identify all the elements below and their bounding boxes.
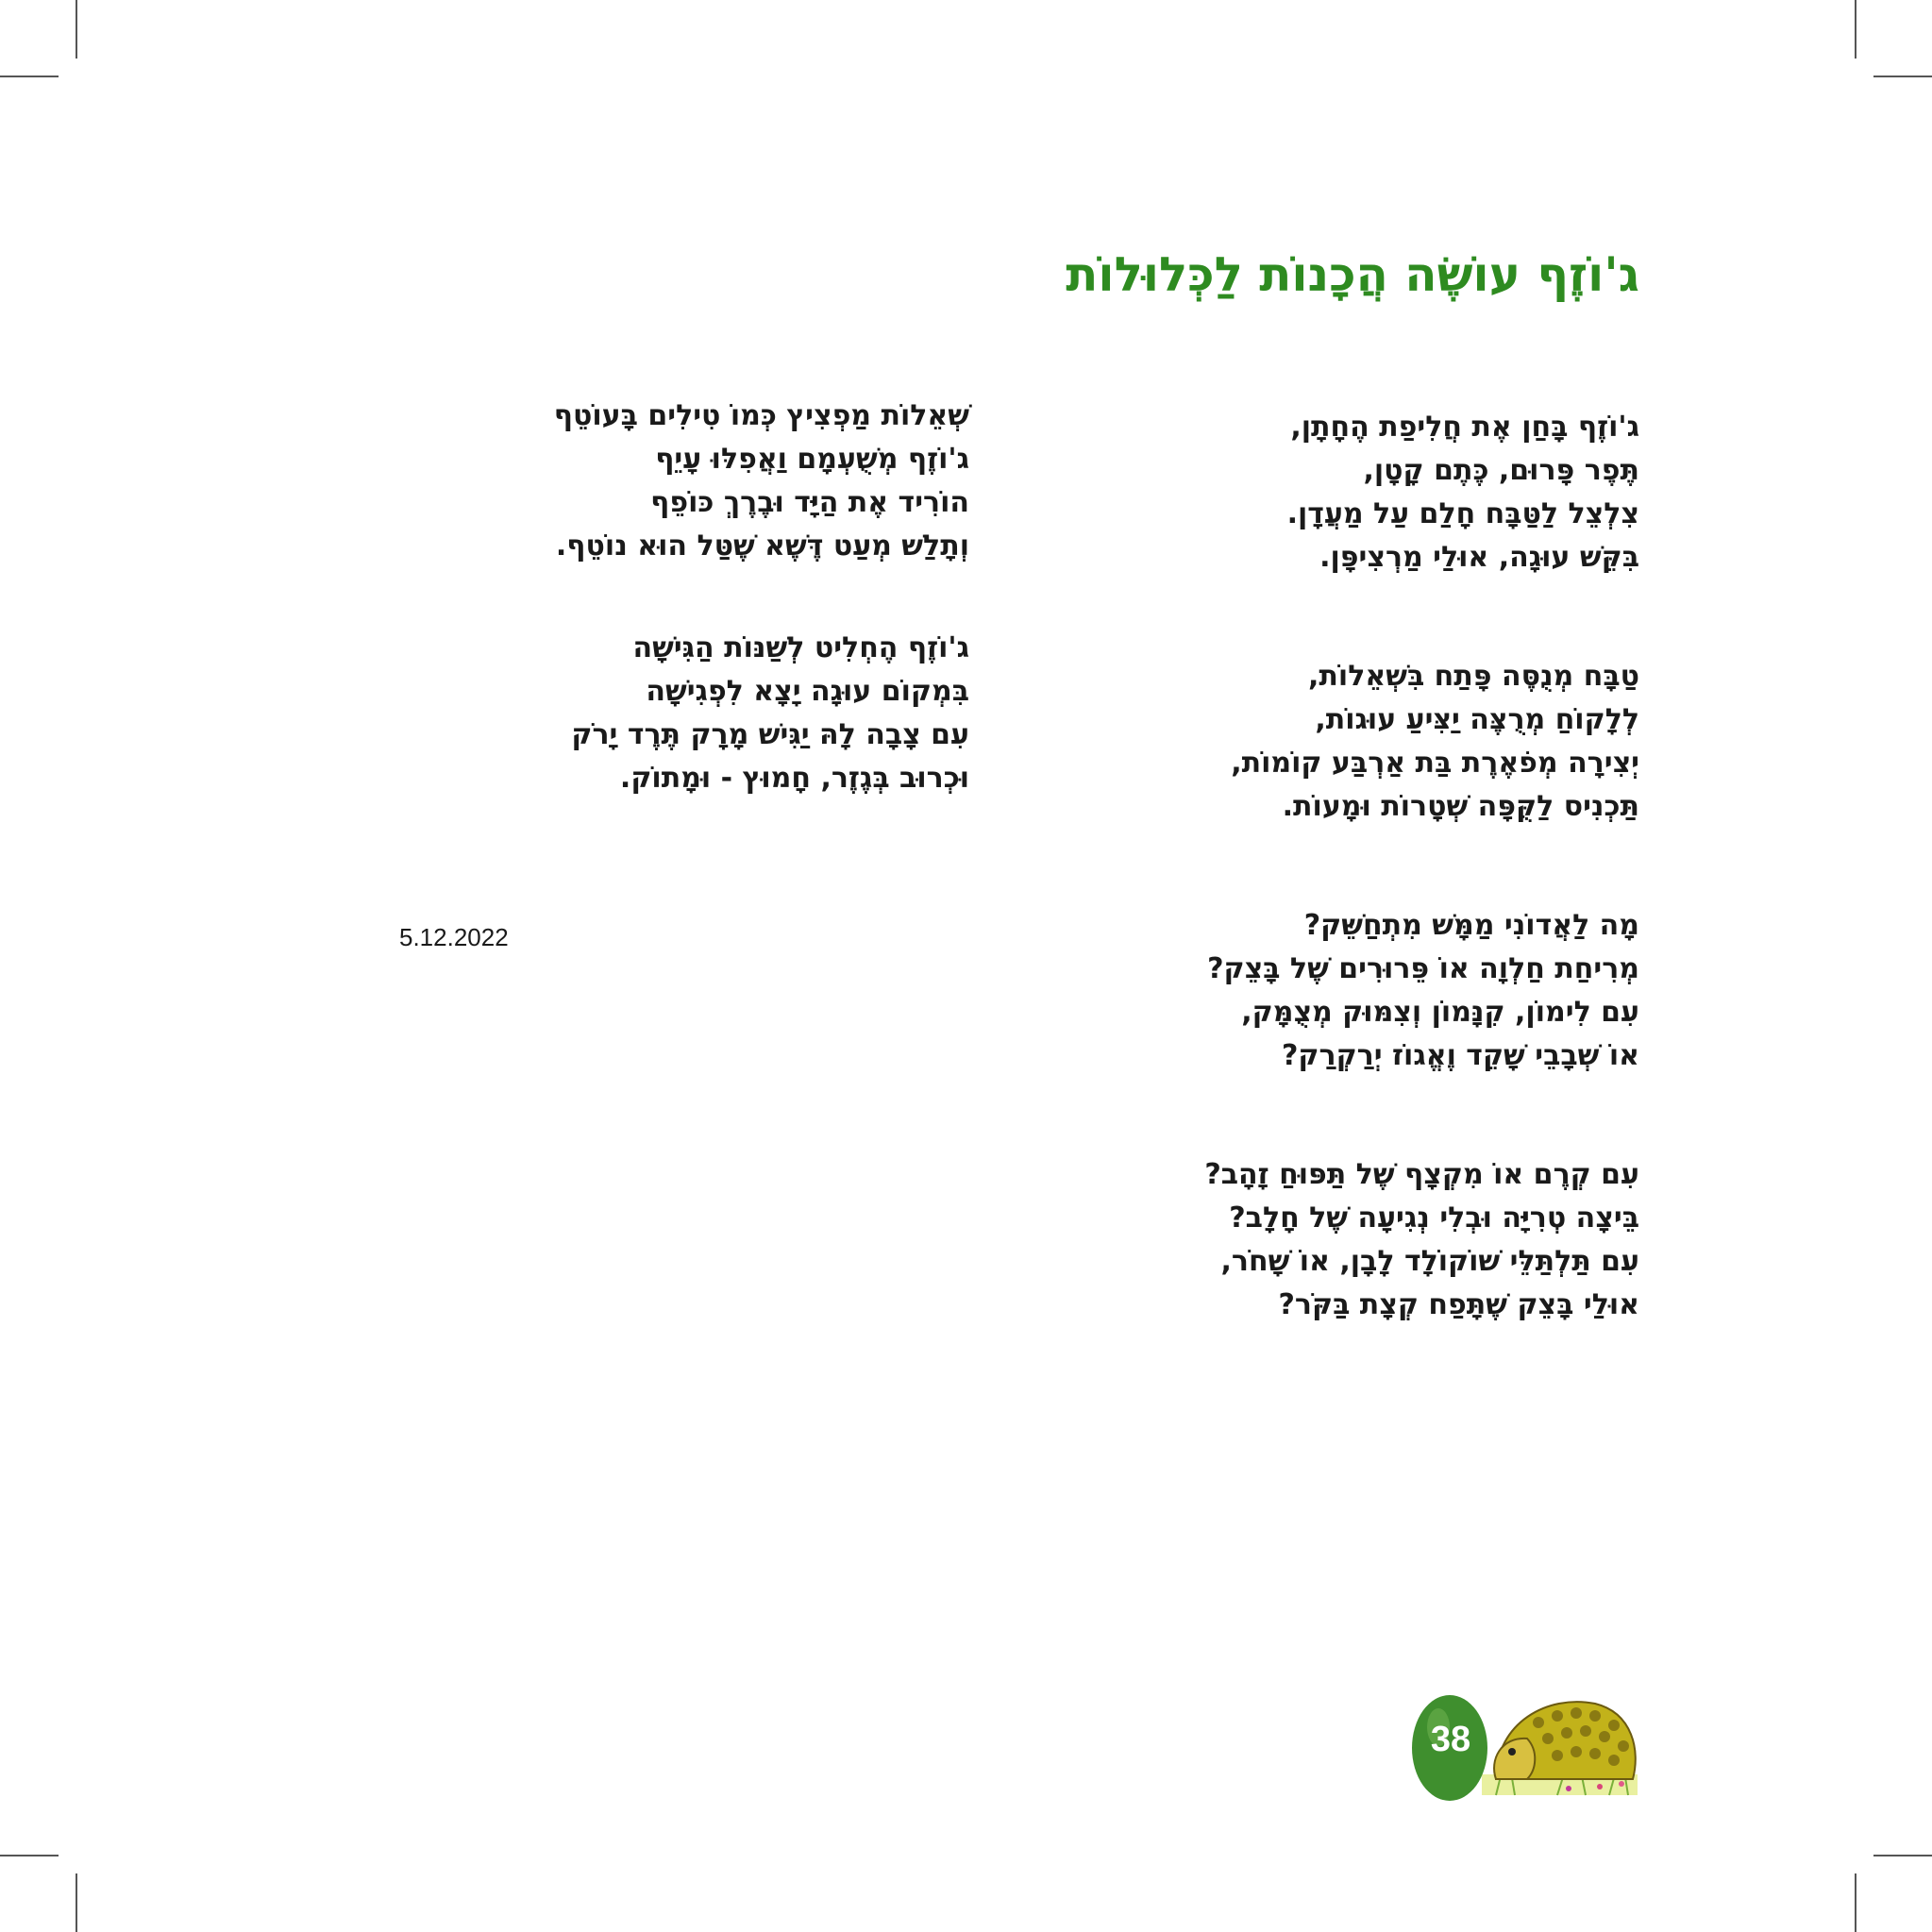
poem-line: צִלְצֵל לַטַּבָּח חָלַם עַל מַעֲדָן. [1286, 497, 1639, 530]
poem-line: לְלָקוֹחַ מְרֻצֶּה יַצִּיעַ עוּגוֹת, [1315, 703, 1639, 736]
crop-mark-top-left-h [0, 76, 59, 77]
poem-line: מָה לַאֲדוֹנִי מַמָּשׁ מִתְחַשֵּׁק? [1303, 909, 1639, 942]
crop-mark-bottom-right [1855, 1873, 1856, 1932]
stanza-6 [441, 627, 969, 800]
poem-line: הוֹרִיד אֶת הַיָּד וּבֶרֶךְ כּוֹפֵף [650, 486, 969, 519]
crop-mark-bottom-right-h [1873, 1855, 1932, 1856]
poem-line: בִּמְקוֹם עוּגָה יָצָא לִפְגִישָׁה [646, 675, 969, 708]
crop-mark-top-right-h [1873, 76, 1932, 77]
poem-column-right [1035, 406, 1639, 1403]
poem-line: יְצִירָה מְפֹאֶרֶת בַּת אַרְבַּע קוֹמוֹת, [1231, 747, 1639, 780]
poem-line: מְרִיחַת חַלְוָה אוֹ פֵּרוּרִים שֶׁל בָּצֵק? [1207, 952, 1639, 985]
poem-line: ג'וֹזֶף הֶחְלִיט לְשַׁנּוֹת הַגִּישָׁה [632, 631, 969, 664]
crop-mark-bottom-left-h [0, 1855, 59, 1856]
stanza-5 [441, 395, 969, 568]
poem-line: עִם תַּלְתַּלֵּי שׁוֹקוֹלָד לָבָן, אוֹ שָׁחֹר, [1220, 1245, 1639, 1278]
poem-line: אוּלַי בָּצֵק שֶׁתָּפַח קְצָת בַּקֹּר? [1278, 1288, 1639, 1321]
stanza-4 [1035, 1153, 1639, 1327]
poem-line: וְתָלַשׁ מְעַט דֶּשֶׁא שֶׁטַּל הוּא נוֹטֵף. [555, 529, 969, 563]
poem-line: ג'וֹזֶף בָּחַן אֶת חֲלִיפַת הֶחָתָן, [1290, 411, 1639, 444]
stanza-1 [1035, 406, 1639, 580]
poem-line: אוֹ שְׁבָבֵי שָׁקֵד וֶאֱגוֹז יְרַקְרַק? [1282, 1039, 1639, 1072]
poem-line: עִם צָבָה לָהּ יַגִּישׁ מָרָק תֶּרֶד יָרֹק [571, 718, 969, 751]
poem-line: וּכְרוּב בְּגֶזֶר, חָמוּץ - וּמָתוֹק. [619, 762, 969, 795]
poem-line: עִם קְרֶם אוֹ מִקְצָף שֶׁל תַּפּוּחַ זָהָב? [1204, 1158, 1639, 1191]
poem-line: תֶּפֶר פָּרוּם, כֶּתֶם קָטָן, [1363, 454, 1639, 487]
poem-line: ג'וֹזֶף מְשֻׁעְמָם וַאֲפִלּוּ עָיֵף [655, 443, 969, 476]
crop-mark-bottom-left [76, 1873, 77, 1932]
page-number: 38 [1430, 1720, 1471, 1759]
hedgehog-eye [1508, 1748, 1516, 1756]
poem-line: בִּקֵּשׁ עוּגָה, אוּלַי מַרְצִיפָּן. [1319, 541, 1639, 574]
poem-column-left [441, 395, 969, 876]
crop-mark-top-right [1855, 0, 1856, 59]
page-title: ג'וֹזֶף עוֹשֶׂה הֲכָנוֹת לַכְּלוּלוֹת [1066, 247, 1639, 302]
crop-mark-top-left [76, 0, 77, 59]
hedgehog-face [1494, 1739, 1535, 1779]
stanza-3 [1035, 904, 1639, 1078]
poem-line: שְׁאֵלוֹת מַפְצִיץ כְּמוֹ טִילִים בָּעוֹטֵף [553, 399, 969, 432]
stanza-2 [1035, 655, 1639, 829]
poem-line: תַּכְנִיס לַקֻּפָּה שְׁטָרוֹת וּמָעוֹת. [1282, 790, 1639, 823]
poem-line: עִם לִימוֹן, קִנָּמוֹן וְצִמּוּק מְצֻמָּק, [1241, 996, 1639, 1029]
poem-line: בֵּיצָה טְרִיָּה וּבְלִי נְגִיעָה שֶׁל חָלָב? [1229, 1201, 1639, 1235]
poem-line: טַבָּח מְנֻסֶּה פָּתַח בִּשְׁאֵלוֹת, [1308, 660, 1639, 693]
date-stamp: 5.12.2022 [399, 923, 509, 951]
